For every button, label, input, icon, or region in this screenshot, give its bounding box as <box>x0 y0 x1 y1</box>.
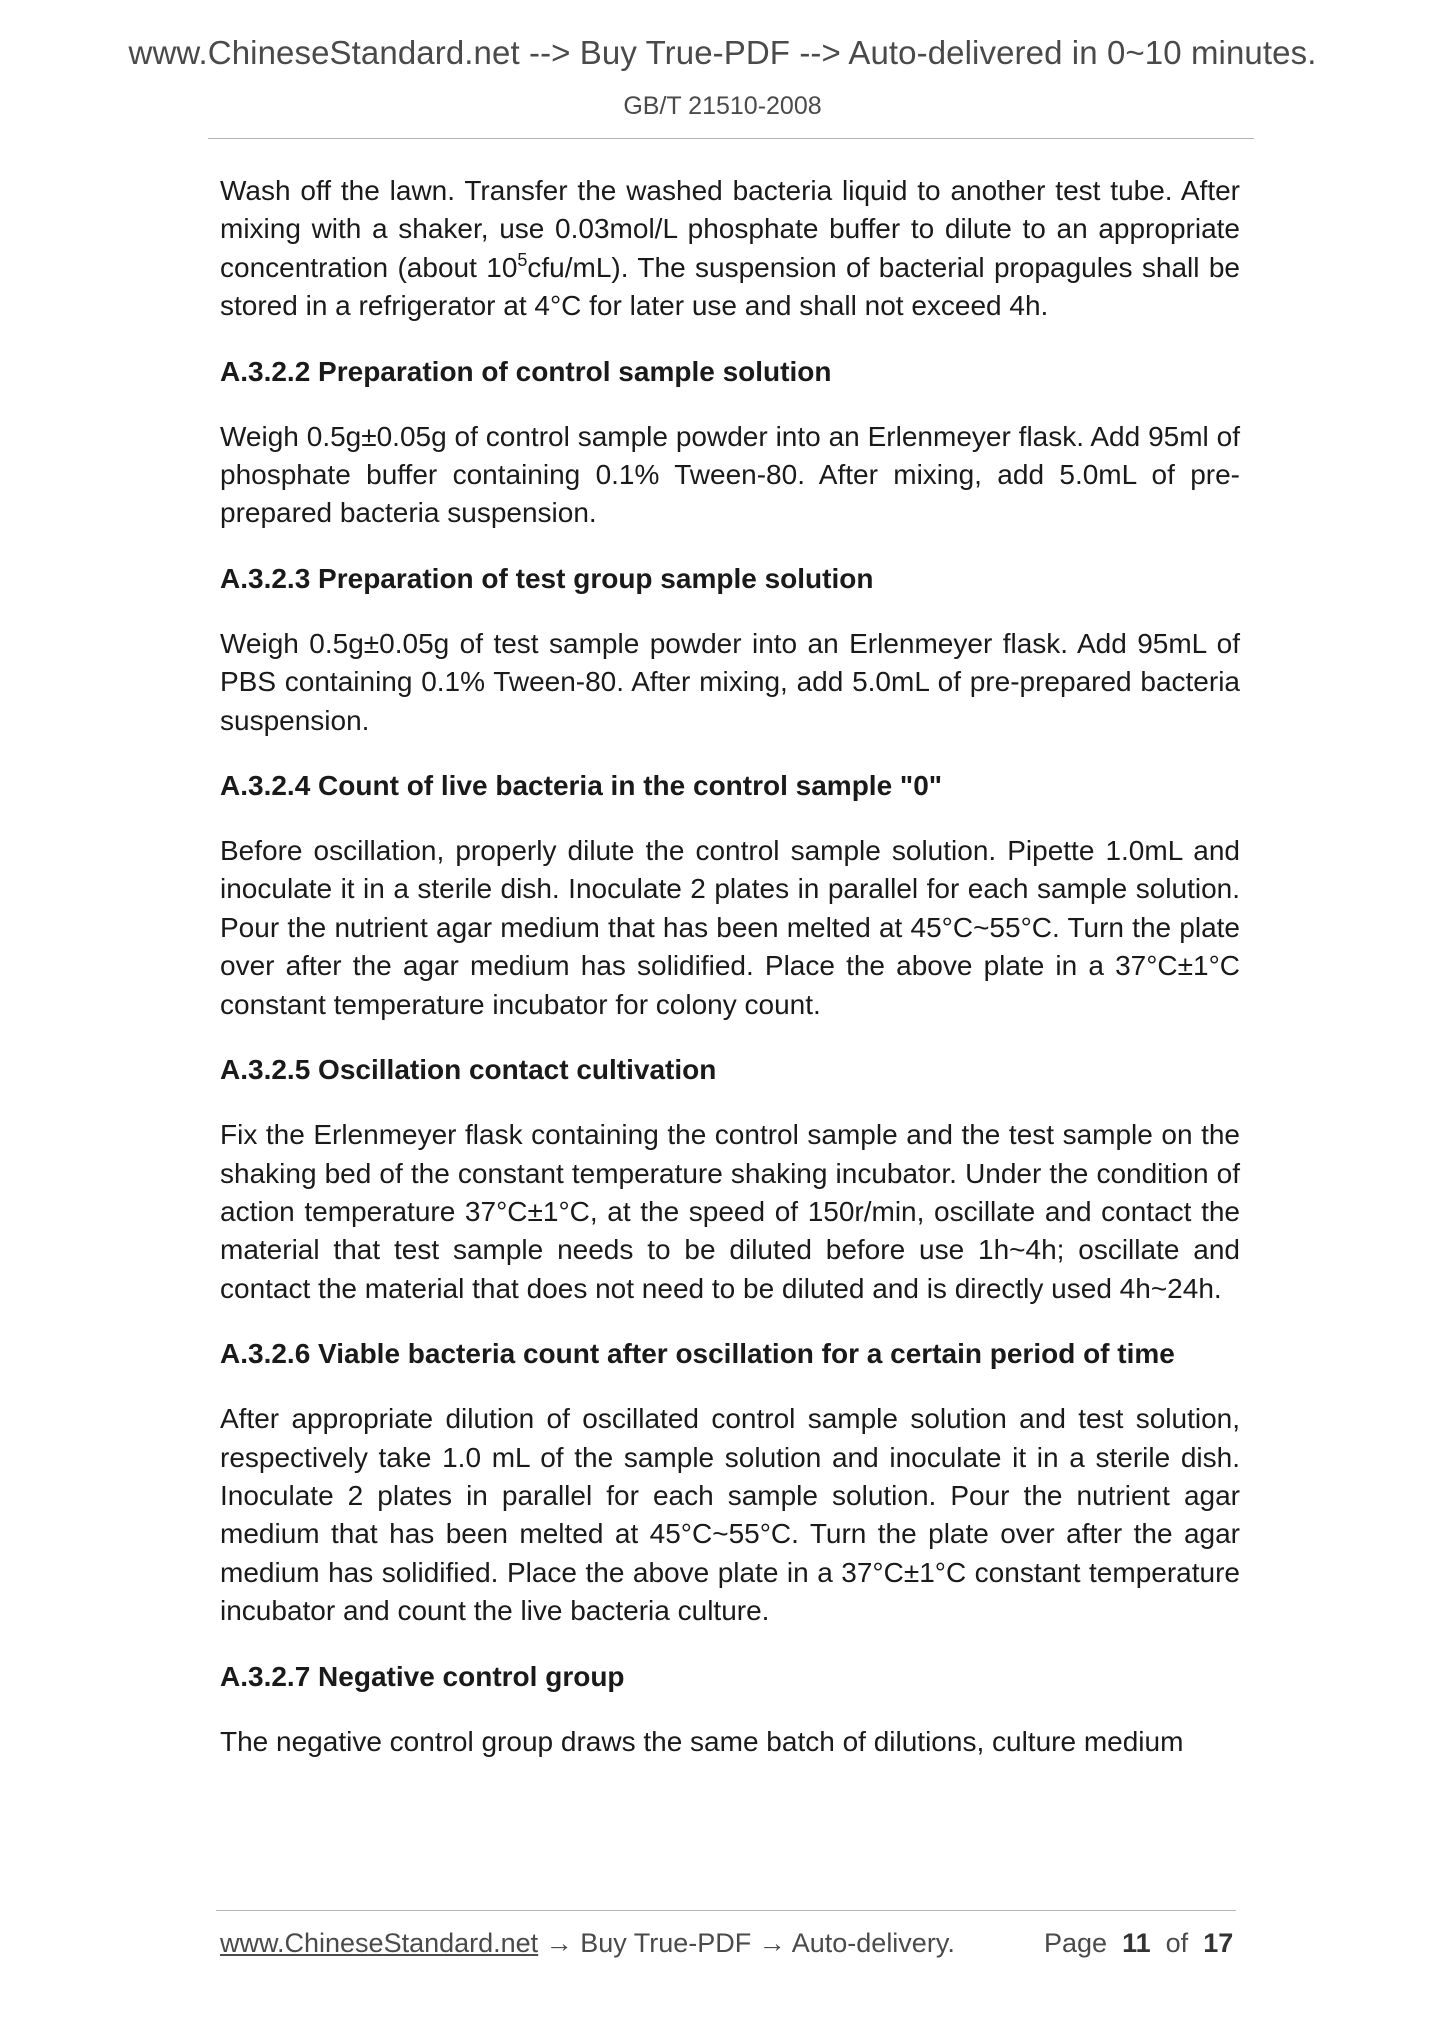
section-text-a323: Weigh 0.5g±0.05g of test sample powder into an Erlenmeyer flask. Add 95mL of PBS containing 0.1% Tween-80. After mixing, add 5.0mL of pre-prepared bacteria suspension. <box>220 627 1240 736</box>
section-text-a324: Before oscillation, properly dilute the control sample solution. Pipette 1.0mL and inoculate it in a sterile dish. Inoculate 2 plates in parallel for each sample solution. Pour the nutrient agar medium that has been melted at 45°C~55°C. Turn the plate over after the agar medium has solidified. Place the above plate in a 37°C±1°C constant temperature incubator for colony count. <box>220 835 1240 1020</box>
section-heading-a327: A.3.2.7 Negative control group <box>220 1660 625 1692</box>
section-heading-a326: A.3.2.6 Viable bacteria count after oscillation for a certain period of time <box>220 1338 1175 1370</box>
section-heading-a325: A.3.2.5 Oscillation contact cultivation <box>220 1054 717 1086</box>
footer-promo <box>220 1928 955 1959</box>
intro-text-post: cfu/mL). The suspension of bacterial propagules shall be stored in a refrigerator at 4°C for later use and shall not exceed 4h. <box>220 251 1240 322</box>
section-heading-a322: A.3.2.2 Preparation of control sample solution <box>220 355 832 387</box>
page-indicator <box>1044 1928 1233 1959</box>
top-banner[interactable]: www.ChineseStandard.net --> Buy True-PDF --> Auto-delivered in 0~10 minutes. <box>128 34 1317 71</box>
section-text-a325: Fix the Erlenmeyer flask containing the control sample and the test sample on the shaking bed of the constant temperature shaking incubator. Under the condition of action temperature 37°C±1°C, at the speed of 150r/min, oscillate and contact the material that test sample needs to be diluted before use 1h~4h; oscillate and contact the material that does not need to be diluted and is directly used 4h~24h. <box>220 1119 1240 1304</box>
intro-text-pre: Wash off the lawn. Transfer the washed bacteria liquid to another test tube. After mixing with a shaker, use 0.03mol/L phosphate buffer to dilute to an appropriate concentration (about 10 <box>220 175 1240 283</box>
exponent: 5 <box>517 249 528 270</box>
page-label: Page <box>1044 1928 1108 1958</box>
section-heading-a324: A.3.2.4 Count of live bacteria in the control sample "0" <box>220 770 943 802</box>
footer-divider <box>216 1910 1236 1911</box>
page-current: 11 <box>1122 1928 1151 1958</box>
document-body <box>220 172 1240 1788</box>
intro-paragraph <box>220 172 1240 326</box>
page-total: 17 <box>1203 1928 1234 1958</box>
section-text-a327: The negative control group draws the same batch of dilutions, culture medium <box>220 1725 1184 1757</box>
footer-tagline: → Buy True-PDF → Auto-delivery. <box>538 1928 955 1958</box>
standard-code: GB/T 21510-2008 <box>623 92 822 120</box>
section-text-a322: Weigh 0.5g±0.05g of control sample powder into an Erlenmeyer flask. Add 95ml of phosphate buffer containing 0.1% Tween-80. After mixing, add 5.0mL of pre-prepared bacteria suspension. <box>220 420 1240 529</box>
header-divider <box>208 138 1254 139</box>
section-heading-a323: A.3.2.3 Preparation of test group sample solution <box>220 562 874 594</box>
footer-site-link[interactable]: www.ChineseStandard.net <box>220 1928 539 1958</box>
section-text-a326: After appropriate dilution of oscillated control sample solution and test solution, respectively take 1.0 mL of the sample solution and inoculate it in a sterile dish. Inoculate 2 plates in parallel for each sample solution. Pour the nutrient agar medium that has been melted at 45°C~55°C. Turn the plate over after the agar medium has solidified. Place the above plate in a 37°C±1°C constant temperature incubator and count the live bacteria culture. <box>220 1403 1240 1627</box>
page-of-label: of <box>1165 1928 1189 1958</box>
